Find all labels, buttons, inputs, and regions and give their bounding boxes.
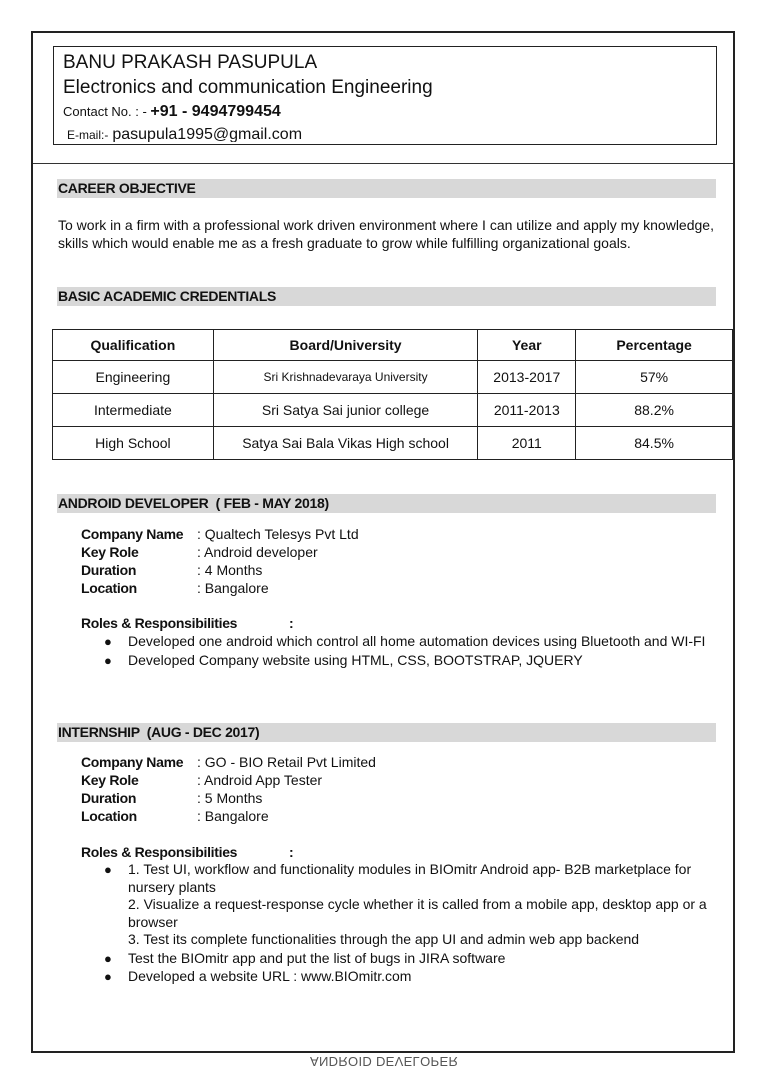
android-responsibilities-list [100,633,720,670]
column-header-qualification: Qualification [53,330,214,361]
location-label: Location [81,808,137,824]
cell-board: Satya Sai Bala Vikas High school [213,427,478,460]
cell-qualification: High School [53,427,214,460]
role-value: : Android developer [197,544,318,560]
cell-percentage: 88.2% [576,394,733,427]
company-value: : Qualtech Telesys Pvt Ltd [197,526,359,542]
android-section-bar [57,494,716,513]
candidate-name: BANU PRAKASH PASUPULA [63,52,318,73]
internship-title: INTERNSHIP (AUG - DEC 2017) [58,724,260,740]
academics-section-bar [57,287,716,306]
list-item-text: Developed one android which control all home automation devices using Bluetooth and WI-FI [128,633,706,649]
cell-board: Sri Satya Sai junior college [213,394,478,427]
list-item-text: Developed a website URL : www.BIOmitr.com [128,968,412,984]
column-header-board: Board/University [213,330,478,361]
role-label: Key Role [81,772,139,788]
career-section-bar [57,179,716,198]
android-roles-title: Roles & Responsibilities [81,615,238,631]
cell-year: 2011-2013 [478,394,576,427]
career-objective-text: To work in a firm with a professional work driven environment where I can utilize and apply my knowledge, skills which would enable me as a fresh graduate to grow while fulfilling organizational goals. [58,217,714,251]
duration-value: : 4 Months [197,562,263,578]
mirrored-footer-text: ANDROID DEVELOPER [310,1054,459,1069]
column-header-year: Year [478,330,576,361]
detail-row-company [81,525,359,543]
internship-section-bar [57,723,716,742]
role-label: Key Role [81,544,139,560]
column-header-percentage: Percentage [576,330,733,361]
table-row [53,427,733,460]
cell-year: 2013-2017 [478,361,576,394]
location-value: : Bangalore [197,580,269,596]
list-item-text: 2. Visualize a request-response cycle whether it is called from a mobile app, desktop app or a browser [128,896,707,930]
list-item-text: Developed Company website using HTML, CSS, BOOTSTRAP, JQUERY [128,651,583,668]
android-details [81,525,359,597]
table-row [53,394,733,427]
cell-board: Sri Krishnadevaraya University [213,361,478,394]
bullet-icon: ● [104,634,112,649]
cell-year: 2011 [478,427,576,460]
detail-row-duration [81,561,359,579]
table-row [53,361,733,394]
detail-row-company [81,753,376,771]
email-label: E-mail:- [67,128,109,142]
detail-row-role [81,543,359,561]
internship-responsibilities-list [100,861,720,987]
cell-percentage: 57% [576,361,733,394]
list-item [100,633,720,651]
bullet-icon: ● [104,969,112,984]
department: Electronics and communication Engineering [63,77,433,98]
list-item-text: 3. Test its complete functionalities through the app UI and admin web app backend [128,931,640,947]
header-divider [33,163,733,164]
academic-table [52,329,733,460]
contact-number: +91 - 9494799454 [150,103,281,120]
contact-label: Contact No. : - [63,104,151,119]
duration-label: Duration [81,790,137,806]
android-title: ANDROID DEVELOPER ( FEB - MAY 2018) [58,495,329,511]
company-label: Company Name [81,526,184,542]
list-item [100,968,720,986]
academics-title: BASIC ACADEMIC CREDENTIALS [58,288,277,304]
list-item-text: Test the BIOmitr app and put the list of bugs in JIRA software [128,949,506,966]
career-title: CAREER OBJECTIVE [58,180,196,196]
table-header-row [53,330,733,361]
email-line [67,126,302,142]
bullet-icon: ● [104,652,112,668]
list-item-text: 1. Test UI, workflow and functionality modules in BIOmitr Android app- B2B marketplace for nursery plants [128,861,692,895]
list-item [100,861,720,949]
detail-row-location [81,579,359,597]
role-value: : Android App Tester [197,772,323,788]
internship-roles-title: Roles & Responsibilities [81,844,238,860]
cell-qualification: Intermediate [53,394,214,427]
internship-roles-colon: : [289,844,294,860]
list-item [100,652,720,670]
contact-line [63,102,281,122]
location-label: Location [81,580,137,596]
cell-qualification: Engineering [53,361,214,394]
bullet-icon: ● [104,862,112,877]
list-item [100,950,720,968]
duration-value: : 5 Months [197,790,263,806]
location-value: : Bangalore [197,808,269,824]
detail-row-duration [81,789,376,807]
duration-label: Duration [81,562,137,578]
company-label: Company Name [81,754,184,770]
bullet-icon: ● [104,950,112,966]
android-roles-colon: : [289,615,294,631]
detail-row-role [81,771,376,789]
internship-details [81,753,376,825]
cell-percentage: 84.5% [576,427,733,460]
detail-row-location [81,807,376,825]
company-value: : GO - BIO Retail Pvt Limited [197,754,376,770]
email-address[interactable]: pasupula1995@gmail.com [112,126,303,142]
